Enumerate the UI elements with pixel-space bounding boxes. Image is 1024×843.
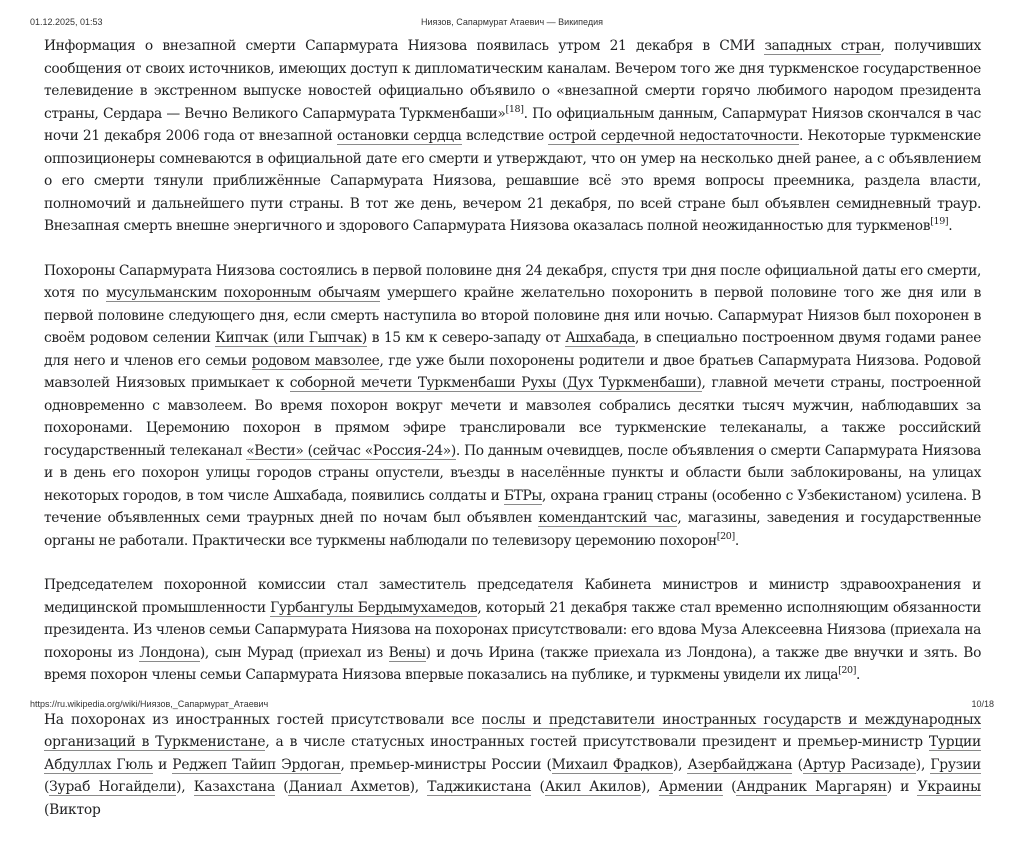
text-run: ( xyxy=(531,779,545,795)
article-link[interactable]: Андраник Маргарян xyxy=(736,779,887,795)
text-run: , главной мечети страны, построенной одновременно с мавзолеем. Во время похорон вокруг мечети и мавзолея собрались десятки тысяч мужчин, наблюдавших за похоронами. Церемонию похорон в прямом эфире транслировали все туркменские телеканалы, а также российский государственный телеканал xyxy=(44,375,982,459)
text-run: ), xyxy=(915,756,931,773)
reference-link[interactable]: [20] xyxy=(716,530,735,542)
article-link[interactable]: комендантский час xyxy=(538,510,678,526)
text-run: ) и xyxy=(886,779,918,795)
text-run: ( xyxy=(722,779,737,795)
text-run: ) и дочь Ирина (также приехала из Лондона), а также две внучки и зять. Во время похорон члены семьи Сапармурата Ниязова впервые показались на публике, и туркмены увидели их лица xyxy=(44,644,981,683)
article-link[interactable]: Турции xyxy=(928,734,982,750)
article-link[interactable]: Вены xyxy=(388,644,426,661)
article-link[interactable]: Зураб Ногайдели xyxy=(49,779,177,795)
text-run: и xyxy=(152,756,173,773)
article-link[interactable]: западных стран xyxy=(764,38,881,54)
text-run: , а в числе статусных иностранных гостей присутствовали президент и премьер-министр xyxy=(265,734,929,750)
print-header xyxy=(0,17,1024,31)
article-link[interactable]: Ашхабада xyxy=(565,330,635,346)
text-run: ), xyxy=(176,779,194,795)
article-link[interactable]: соборной мечети Туркменбаши Рухы (Дух Туркменбаши) xyxy=(289,375,702,391)
paragraph-funeral-commission xyxy=(44,574,981,687)
text-run: . По официальным данным, Сапармурат Ниязов скончался в час ночи 21 декабря 2006 года от внезапной xyxy=(44,105,982,144)
paragraph-funeral xyxy=(44,260,981,553)
text-run: ), xyxy=(640,779,659,795)
text-run: , который 21 декабря также стал временно исполняющим обязанности президента. Из членов семьи Сапармурата Ниязова на похоронах присутствовали: его вдова Муза Алексеевна Ниязова (приехала на похороны из xyxy=(44,599,981,661)
print-footer xyxy=(0,699,1024,713)
text-run: . По данным очевидцев, после объявления о смерти Сапармурата Ниязова и в день его похорон улицы городов страны опустели, въезды в населённые пункты и области были заблокированы, на улицах некоторых городов, в том числе Ашхабада, появились солдаты и xyxy=(44,442,982,504)
text-run: ( xyxy=(792,756,803,773)
paragraph-death-announcement xyxy=(44,35,981,238)
text-run: ), сын Мурад (приехал из xyxy=(199,644,389,661)
article-link[interactable]: Лондона xyxy=(139,644,200,661)
text-run: . xyxy=(734,532,739,549)
text-run: ( xyxy=(274,779,289,795)
article-link[interactable]: родовом мавзолее xyxy=(251,352,380,369)
reference-link[interactable]: [20] xyxy=(838,665,857,676)
article-link[interactable]: «Вести» (сейчас «Россия-24») xyxy=(246,442,456,459)
text-run: умершего крайне желательно похоронить в первой половине того же дня или в первой половине следующего дня, если смерть наступила во второй половине дня или ночью. Сапармурат Ниязов был похоронен в своём родовом селении xyxy=(44,285,981,346)
text-run: ), xyxy=(409,779,428,795)
article-link[interactable]: Грузии xyxy=(930,756,982,773)
article-link[interactable]: Абдуллах Гюль xyxy=(44,756,153,773)
text-run: . Некоторые туркменские оппозиционеры сомневаются в официальной дате его смерти и утверждают, что он умер на несколько дней ранее, а с объявлением о его смерти тянули приближённые Сапармурата Ниязова, решавшие всё это время вопросы преемника, раздела власти, полномочий и дальнейшего пути страны. В тот же день, вечером 21 декабря, по всей стране был объявлен семидневный траур. Внезапная смерть внешне энергичного и здорового Сапармурата Ниязова оказалась полной неожиданностью для туркменов xyxy=(44,128,981,234)
reference-link[interactable]: [19] xyxy=(930,216,949,227)
article-link[interactable]: Украины xyxy=(917,779,981,795)
page-url: https://ru.wikipedia.org/wiki/Ниязов,_Сапармурат_Атаевич xyxy=(30,699,269,709)
text-run: Похороны Сапармурата Ниязова состоялись в первой половине дня 24 декабря, спустя три дня после официальной даты его смерти, хотя по xyxy=(44,262,981,301)
article-link[interactable]: мусульманским похоронным обычаям xyxy=(105,285,380,301)
text-run: , магазины, заведения и государственные органы не работали. Практически все туркмены наблюдали по телевизору церемонию похорон xyxy=(44,510,982,549)
text-run: , премьер-министры России ( xyxy=(340,756,552,773)
text-run: Председателем похоронной комиссии стал заместитель председателя Кабинета министров и министр здравоохранения и медицинской промышленности xyxy=(44,577,981,616)
text-run: , получивших сообщения от своих источников, имеющих доступ к дипломатическим каналам. Вечером того же дня туркменское государственное телевидение в экстренном выпуске новостей официально объявило о «внезапной смерти горячо любимого народом президента страны, Сердара — Вечно Великого Сапармурата Туркменбаши» xyxy=(44,38,981,122)
article-link[interactable]: Таджикистана xyxy=(427,779,532,795)
text-run: , в специально построенном двумя годами ранее для него и членов его семьи xyxy=(44,330,981,369)
article-link[interactable]: Михаил Фрадков xyxy=(551,756,673,773)
article-content xyxy=(44,35,981,843)
text-run: (Виктор xyxy=(44,801,101,818)
article-link[interactable]: Азербайджана xyxy=(687,756,793,773)
article-link[interactable]: Армении xyxy=(658,779,723,795)
article-link[interactable]: остановки сердца xyxy=(336,128,462,144)
article-link[interactable]: Акил Акилов xyxy=(544,779,641,795)
article-link[interactable]: Артур Расизаде xyxy=(802,756,916,773)
text-run: вследствие xyxy=(461,128,549,144)
reference-link[interactable]: [18] xyxy=(505,103,524,115)
paragraph-foreign-guests xyxy=(44,709,981,822)
article-link[interactable]: Казахстана xyxy=(193,779,275,795)
text-run: Информация о внезапной смерти Сапармурата Ниязова появилась утром 21 декабря в СМИ xyxy=(44,38,765,54)
text-run: , где уже были похоронены родители и двое братьев Сапармурата Ниязова. Родовой мавзолей Ниязовых примыкает к xyxy=(44,352,981,391)
page-title: Ниязов, Сапармурат Атаевич — Википедия xyxy=(421,17,603,27)
text-run: . xyxy=(856,667,861,683)
page-number: 10/18 xyxy=(971,699,994,709)
article-link[interactable]: Гурбангулы Бердымухамедов xyxy=(270,599,478,616)
article-link[interactable]: послы и представители иностранных государств и международных организаций в Туркменистане xyxy=(44,711,981,750)
article-link[interactable]: острой сердечной недостаточности xyxy=(548,128,799,144)
article-link[interactable]: Кипчак (или Гыпчак) xyxy=(215,330,367,346)
text-run: в 15 км к северо-западу от xyxy=(366,330,566,346)
text-run: , охрана границ страны (особенно с Узбекистаном) усилена. В течение объявленных семи траурных дней по ночам был объявлен xyxy=(44,487,981,526)
text-run: ( xyxy=(44,779,50,795)
print-datetime: 01.12.2025, 01:53 xyxy=(30,17,103,27)
text-run: ), xyxy=(672,756,688,773)
text-run: На похоронах из иностранных гостей присутствовали все xyxy=(44,711,482,728)
article-link[interactable]: Реджеп Тайип Эрдоган xyxy=(172,756,341,773)
text-run: . xyxy=(948,218,953,234)
article-link[interactable]: Даниал Ахметов xyxy=(288,779,410,795)
article-link[interactable]: БТРы xyxy=(503,487,542,504)
